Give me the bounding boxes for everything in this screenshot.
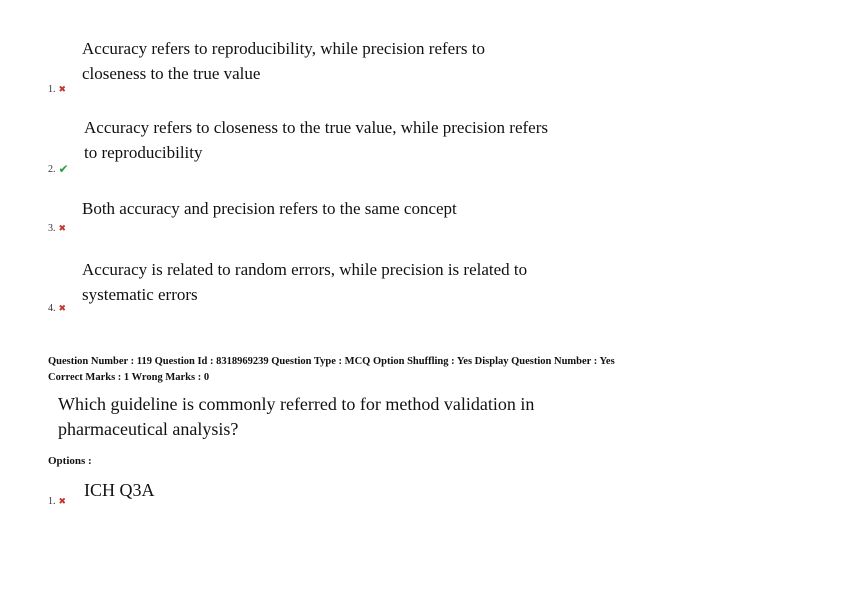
option-3-marker (48, 223, 66, 234)
option-1-marker (48, 84, 66, 95)
option-number: 1. (48, 84, 56, 95)
cross-icon: ✖ (58, 303, 67, 314)
cross-icon: ✖ (58, 496, 67, 507)
option-4-text: Accuracy is related to random errors, while precision is related to systematic errors (82, 260, 528, 304)
marks-line: Correct Marks : 1 Wrong Marks : 0 (48, 372, 210, 383)
option-4-marker (48, 303, 66, 314)
option-number: 1. (48, 496, 56, 507)
cross-icon: ✖ (58, 84, 67, 95)
check-icon: ✔ (58, 162, 69, 176)
option-1-text: Accuracy refers to reproducibility, while precision refers to closeness to the true value (82, 39, 485, 83)
current-option-1-text: ICH Q3A (84, 480, 155, 500)
option-3-text: Both accuracy and precision refers to the same concept (82, 199, 457, 218)
option-2-text: Accuracy refers to closeness to the true value, while precision refers to reproducibility (84, 118, 548, 162)
current-option-1-marker (48, 496, 66, 507)
option-number: 4. (48, 303, 56, 314)
options-label: Options : (48, 455, 92, 467)
option-2-marker (48, 162, 69, 176)
cross-icon: ✖ (58, 223, 67, 234)
question-meta-line: Question Number : 119 Question Id : 8318969239 Question Type : MCQ Option Shuffling : Yes Display Question Number : Yes (48, 356, 615, 367)
option-number: 2. (48, 163, 56, 175)
option-number: 3. (48, 223, 56, 234)
question-text: Which guideline is commonly referred to for method validation in pharmaceutical analysis? (58, 394, 535, 439)
